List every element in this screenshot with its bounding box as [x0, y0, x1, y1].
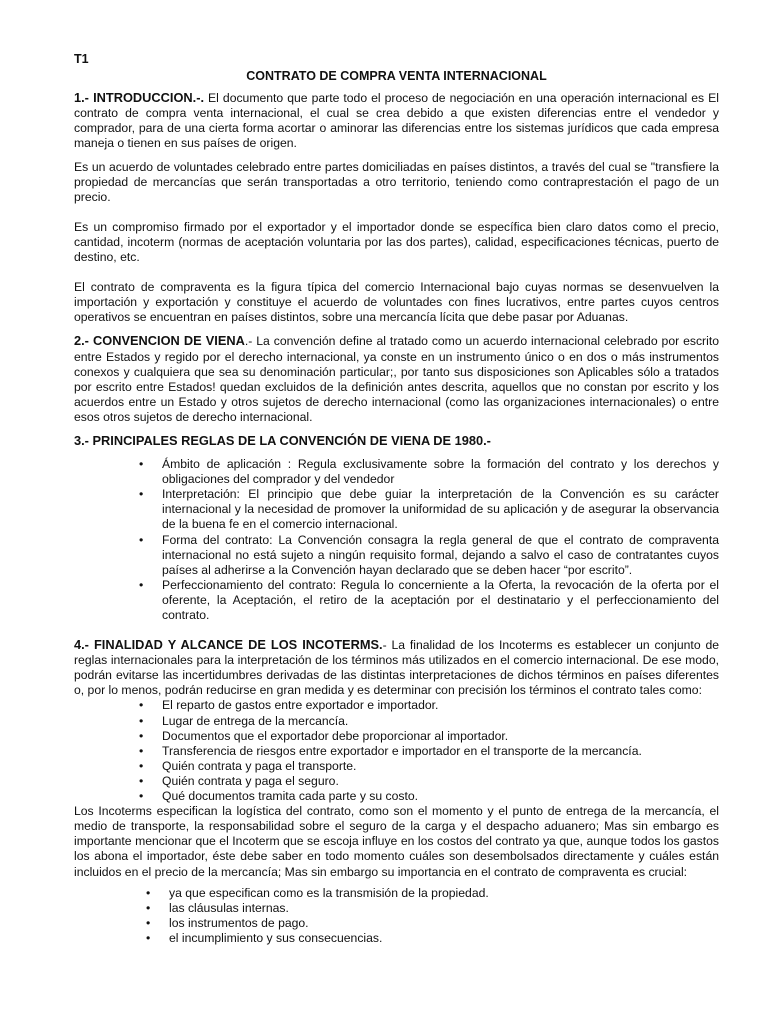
- document-title: CONTRATO DE COMPRA VENTA INTERNACIONAL: [246, 69, 547, 84]
- list-item: • Perfeccionamiento del contrato: Regula lo concerniente a la Oferta, la revocación de la oferta por el oferente, la Aceptación, el retiro de la aceptación por el destinatario y el perfeccionamiento del contrato.: [162, 578, 719, 623]
- list-item: • Ámbito de aplicación : Regula exclusivamente sobre la formación del contrato y los derechos y obligaciones del comprador y del vendedor: [162, 457, 719, 487]
- list-item: • Quién contrata y paga el transporte.: [162, 759, 719, 774]
- paragraph-3: Es un compromiso firmado por el exportador y el importador donde se específica bien claro datos como el precio, cantidad, incoterm (normas de aceptación voluntaria por las dos partes), calidad, especificaciones técnicas, puerto de destino, etc.: [74, 219, 719, 265]
- section-2-heading: 2.- CONVENCION DE VIENA: [74, 333, 245, 349]
- document-tag: T1: [74, 52, 89, 66]
- section-3-heading: 3.- PRINCIPALES REGLAS DE LA CONVENCIÓN DE VIENA DE 1980.-: [74, 432, 491, 448]
- section-4-incoterms: [74, 637, 719, 698]
- paragraph-4: El contrato de compraventa es la figura típica del comercio Internacional bajo cuyas normas se desenvuelven la importación y exportación y constituye el acuerdo de voluntades con fines lucrativos, entre partes cuyos centros operativos se encuentran en países distintos, sobre una mercancía lícita que debe pasar por Aduanas.: [74, 280, 719, 325]
- section-3-list: [162, 457, 719, 623]
- document-body: [74, 52, 719, 946]
- list-item: • Forma del contrato: La Convención consagra la regla general de que el contrato de compraventa internacional no está sujeto a ningún requisito formal, dejando a salvo el caso de contratantes cuyos países al adherirse a la Convención hayan declarado que se deben hacer “por escrito”.: [162, 533, 719, 578]
- section-2-viena: [74, 333, 719, 425]
- list-item: • Transferencia de riesgos entre exportador e importador en el transporte de la mercancía.: [162, 744, 719, 759]
- list-item: • Qué documentos tramita cada parte y su costo.: [162, 789, 719, 804]
- paragraph-2: Es un acuerdo de voluntades celebrado entre partes domiciliadas en países distintos, a través del cual se "transfiere la propiedad de mercancías que serán transportadas a otro territorio, teniendo como contraprestación el pago de un precio.: [74, 159, 719, 204]
- list-item: • Quién contrata y paga el seguro.: [162, 774, 719, 789]
- section-1-heading: 1.- INTRODUCCION.-.: [74, 90, 205, 106]
- section-1-intro: [74, 90, 719, 151]
- section-4-heading: 4.- FINALIDAD Y ALCANCE DE LOS INCOTERMS.: [74, 637, 383, 653]
- list-item: • las cláusulas internas.: [169, 901, 719, 916]
- list-item: • Documentos que el exportador debe proporcionar al importador.: [162, 729, 719, 744]
- list-item: • El reparto de gastos entre exportador e importador.: [162, 698, 719, 713]
- section-4-after: Los Incoterms especifican la logística del contrato, como son el momento y el punto de entrega de la mercancía, el medio de transporte, la responsabilidad sobre el seguro de la carga y el despacho aduanero; Mas sin embargo es importante mencionar que el Incoterm que se escoja influye en los costos del contrato ya que, aunque todos los gastos los abona el importador, éste debe saber en todo momento cuáles son desembolsados directamente y cuáles están incluidos en el precio de la mercancía; Mas sin embargo su importancia en el contrato de compraventa es crucial:: [74, 804, 719, 879]
- section-4-text: - La finalidad de los Incoterms es establecer un conjunto de reglas internacionales para la interpretación de los términos más utilizados en el comercio internacional. De ese modo, podrán evitarse las incertidumbres derivadas de las distintas interpretaciones de dichos términos en países diferentes o, por lo menos, podrán reducirse en gran medida y es determinar con precisión los términos el contrato tales como:: [74, 638, 720, 698]
- section-4-list-2: [169, 886, 719, 946]
- section-1-text: El documento que parte todo el proceso de negociación en una operación internacional es El contrato de compra venta internacional, el cual se crea debido a que existen diferencias entre el vendedor y comprador, para de una cierta forma acortar o aminorar las diferencias entre los sistemas jurídicos que cada empresa maneja o tienen en sus países de origen.: [74, 91, 720, 151]
- list-item: • Lugar de entrega de la mercancía.: [162, 714, 719, 729]
- list-item: • Interpretación: El principio que debe guiar la interpretación de la Convención es su carácter internacional y la necesidad de promover la uniformidad de su aplicación y de asegurar la observancia de la buena fe en el comercio internacional.: [162, 487, 719, 532]
- section-2-text: .- La convención define al tratado como un acuerdo internacional celebrado por escrito entre Estados y regido por el derecho internacional, ya conste en un instrumento único o en dos o más instrumentos conexos y cualquiera que sea su denominación particular;, por tanto sus disposiciones son Aplicables sólo a tratados por escrito entre Estados! quedan excluidos de la definición antes descrita, aquellos que no constan por escrito y los acuerdos entre un Estado y otros sujetos de derecho internacional (como las organizaciones internacionales) o entre esos otros sujetos de derecho internacional.: [74, 334, 719, 424]
- list-item: • el incumplimiento y sus consecuencias.: [169, 931, 719, 946]
- list-item: • los instrumentos de pago.: [169, 916, 719, 931]
- section-4-list: [162, 698, 719, 804]
- list-item: • ya que especifican como es la transmisión de la propiedad.: [169, 886, 719, 901]
